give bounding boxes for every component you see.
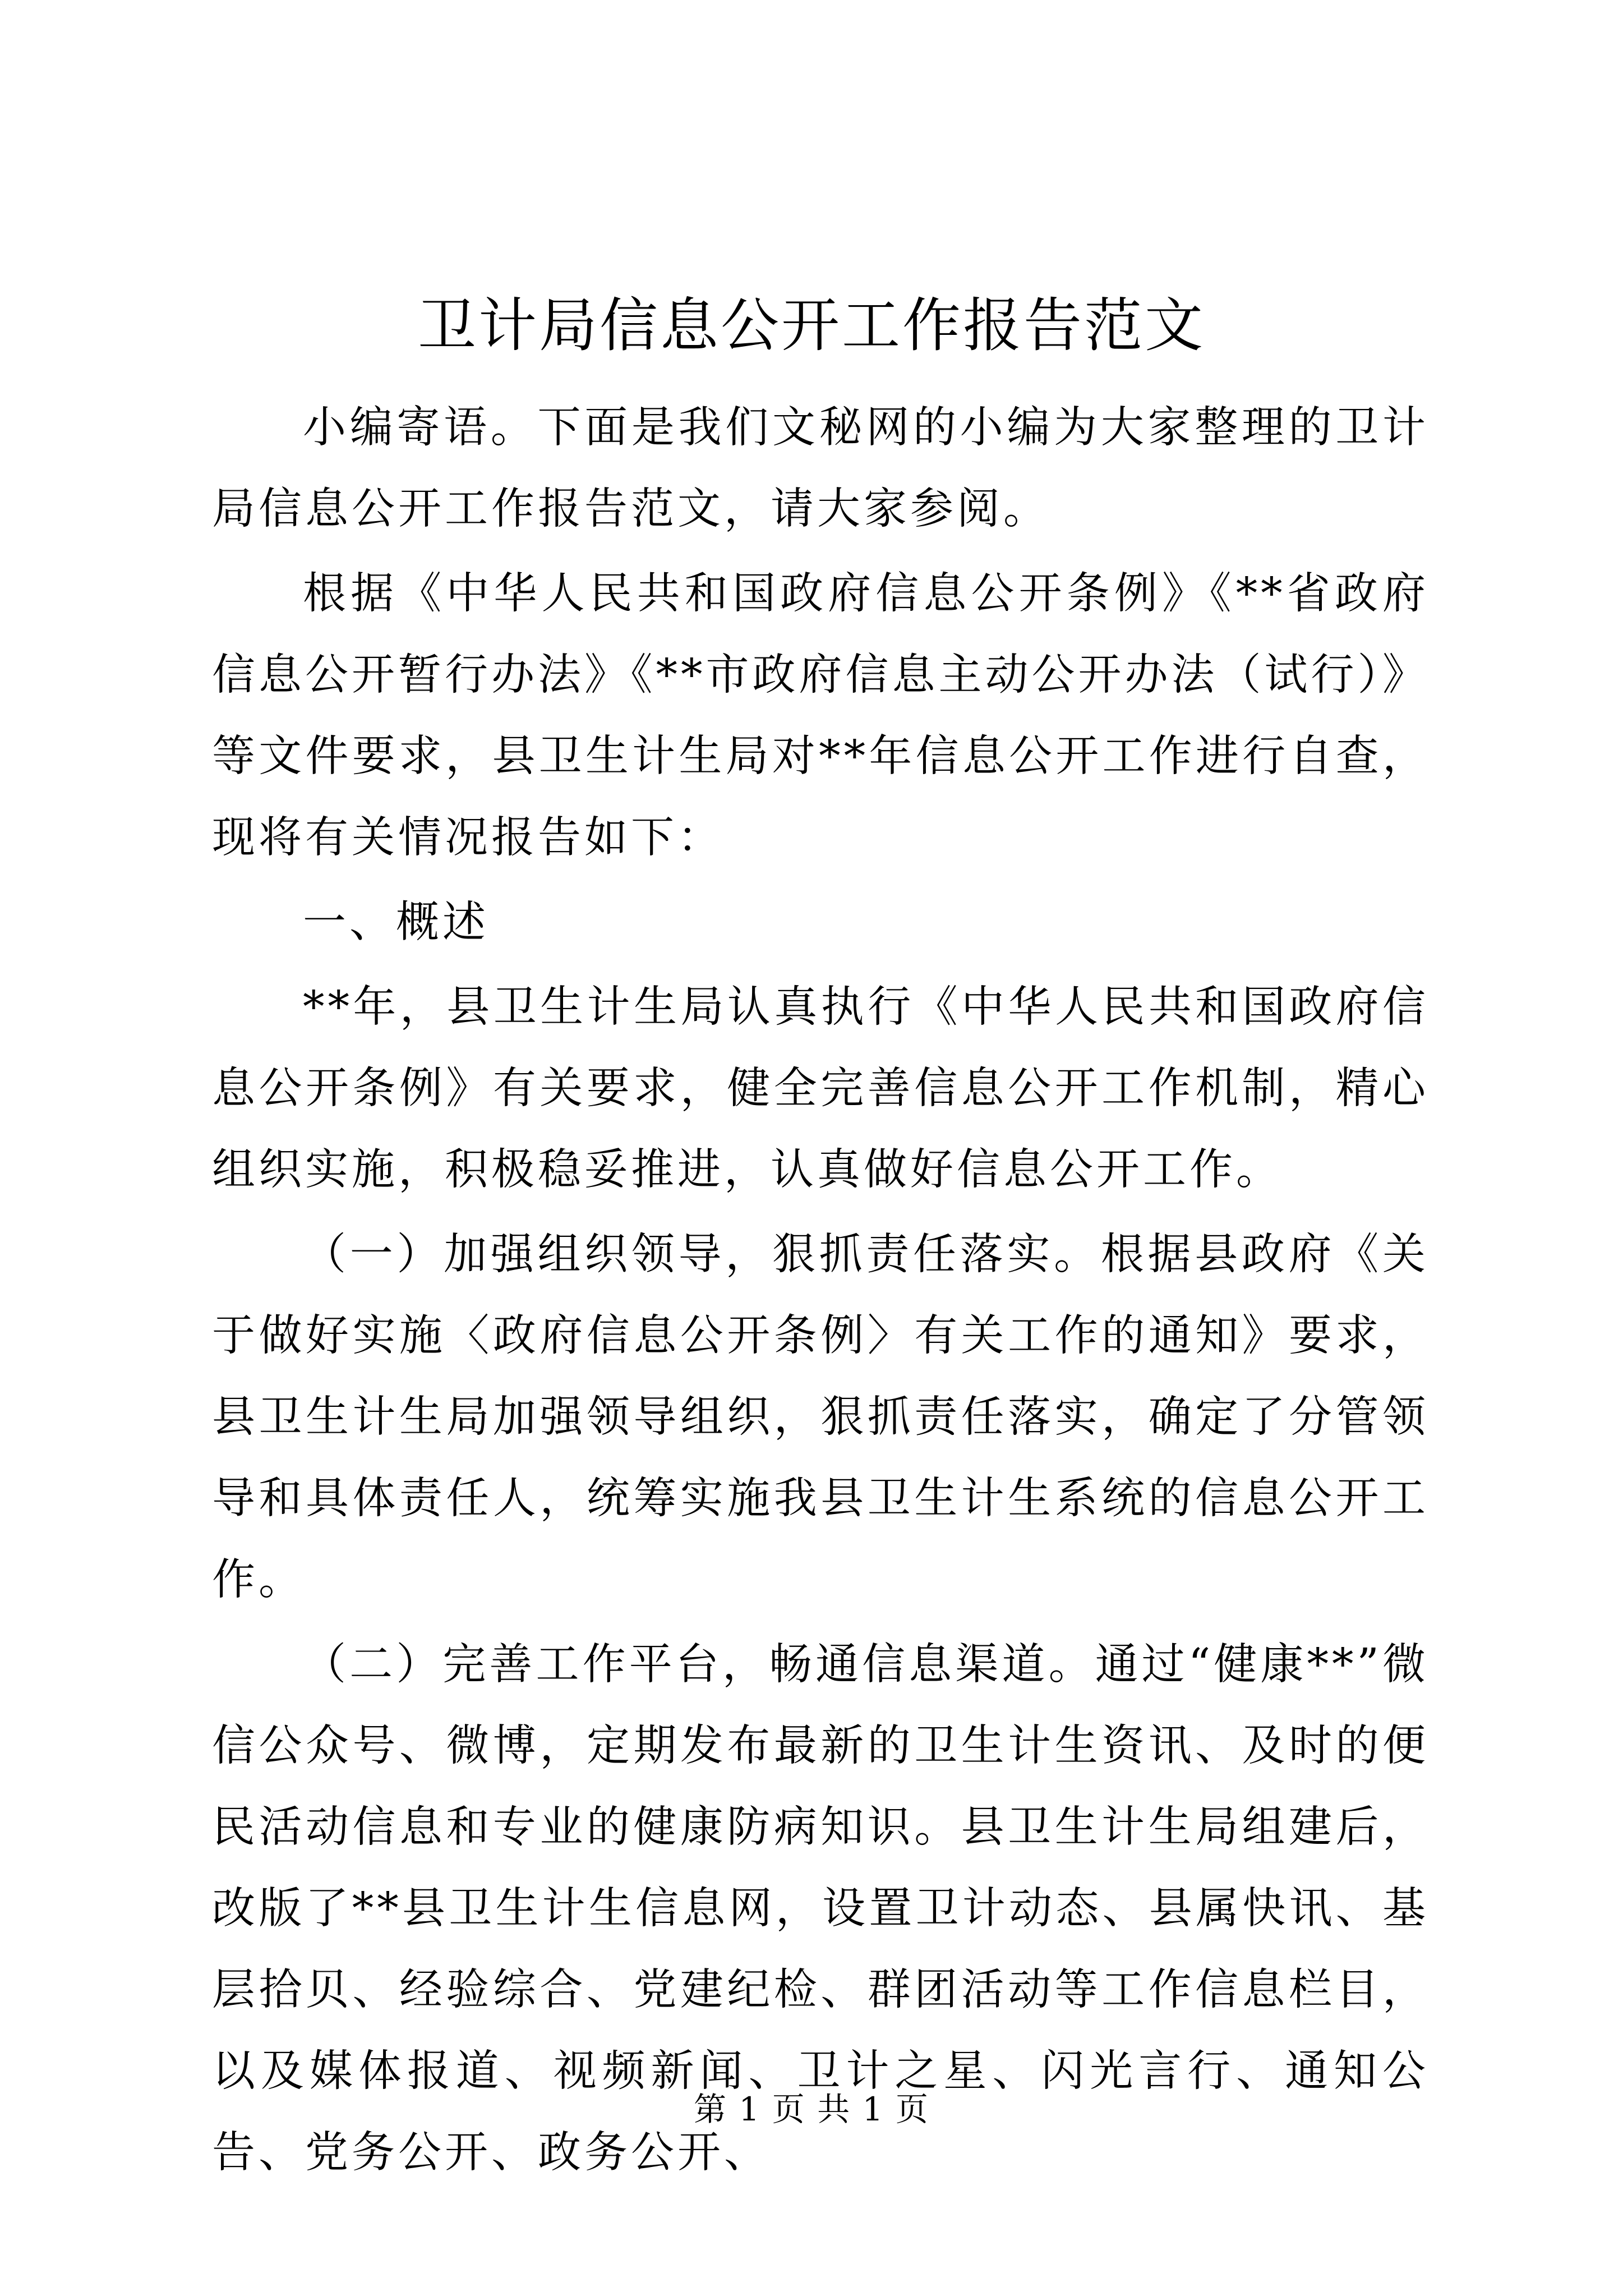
page-footer: 第 1 页 共 1 页: [694, 2090, 929, 2128]
document-body: [212, 387, 1429, 2197]
paragraph-basis: 根据《中华人民共和国政府信息公开条例》《**省政府信息公开暂行办法》《**市政府信息主动公开办法（试行）》等文件要求，县卫生计生局对**年信息公开工作进行自查，现将有关情况报告如下：: [212, 569, 1429, 863]
paragraph-platform: （二）完善工作平台，畅通信息渠道。通过“健康**”微信公众号、微博，定期发布最新的卫生计生资讯、及时的便民活动信息和专业的健康防病知识。县卫生计生局组建后，改版了**县卫生计生信息网，设置卫计动态、县属快讯、基层拾贝、经验综合、党建纪检、群团活动等工作信息栏目，以及媒体报道、视频新闻、卫计之星、闪光言行、通知公告、党务公开、政务公开、: [212, 1640, 1429, 2178]
paragraph-intro: 小编寄语。下面是我们文秘网的小编为大家整理的卫计局信息公开工作报告范文，请大家参阅。: [212, 403, 1429, 534]
section-heading-overview: 一、概述: [303, 898, 489, 947]
paragraph-leadership: （一）加强组织领导，狠抓责任落实。根据县政府《关于做好实施〈政府信息公开条例〉有关工作的通知》要求，县卫生计生局加强领导组织，狠抓责任落实，确定了分管领导和具体责任人，统筹实施我县卫生计生系统的信息公开工作。: [212, 1230, 1429, 1605]
paragraph-overview: **年，县卫生计生局认真执行《中华人民共和国政府信息公开条例》有关要求，健全完善信息公开工作机制，精心组织实施，积极稳妥推进，认真做好信息公开工作。: [212, 982, 1429, 1195]
document-title: 卫计局信息公开工作报告范文: [417, 291, 1205, 360]
